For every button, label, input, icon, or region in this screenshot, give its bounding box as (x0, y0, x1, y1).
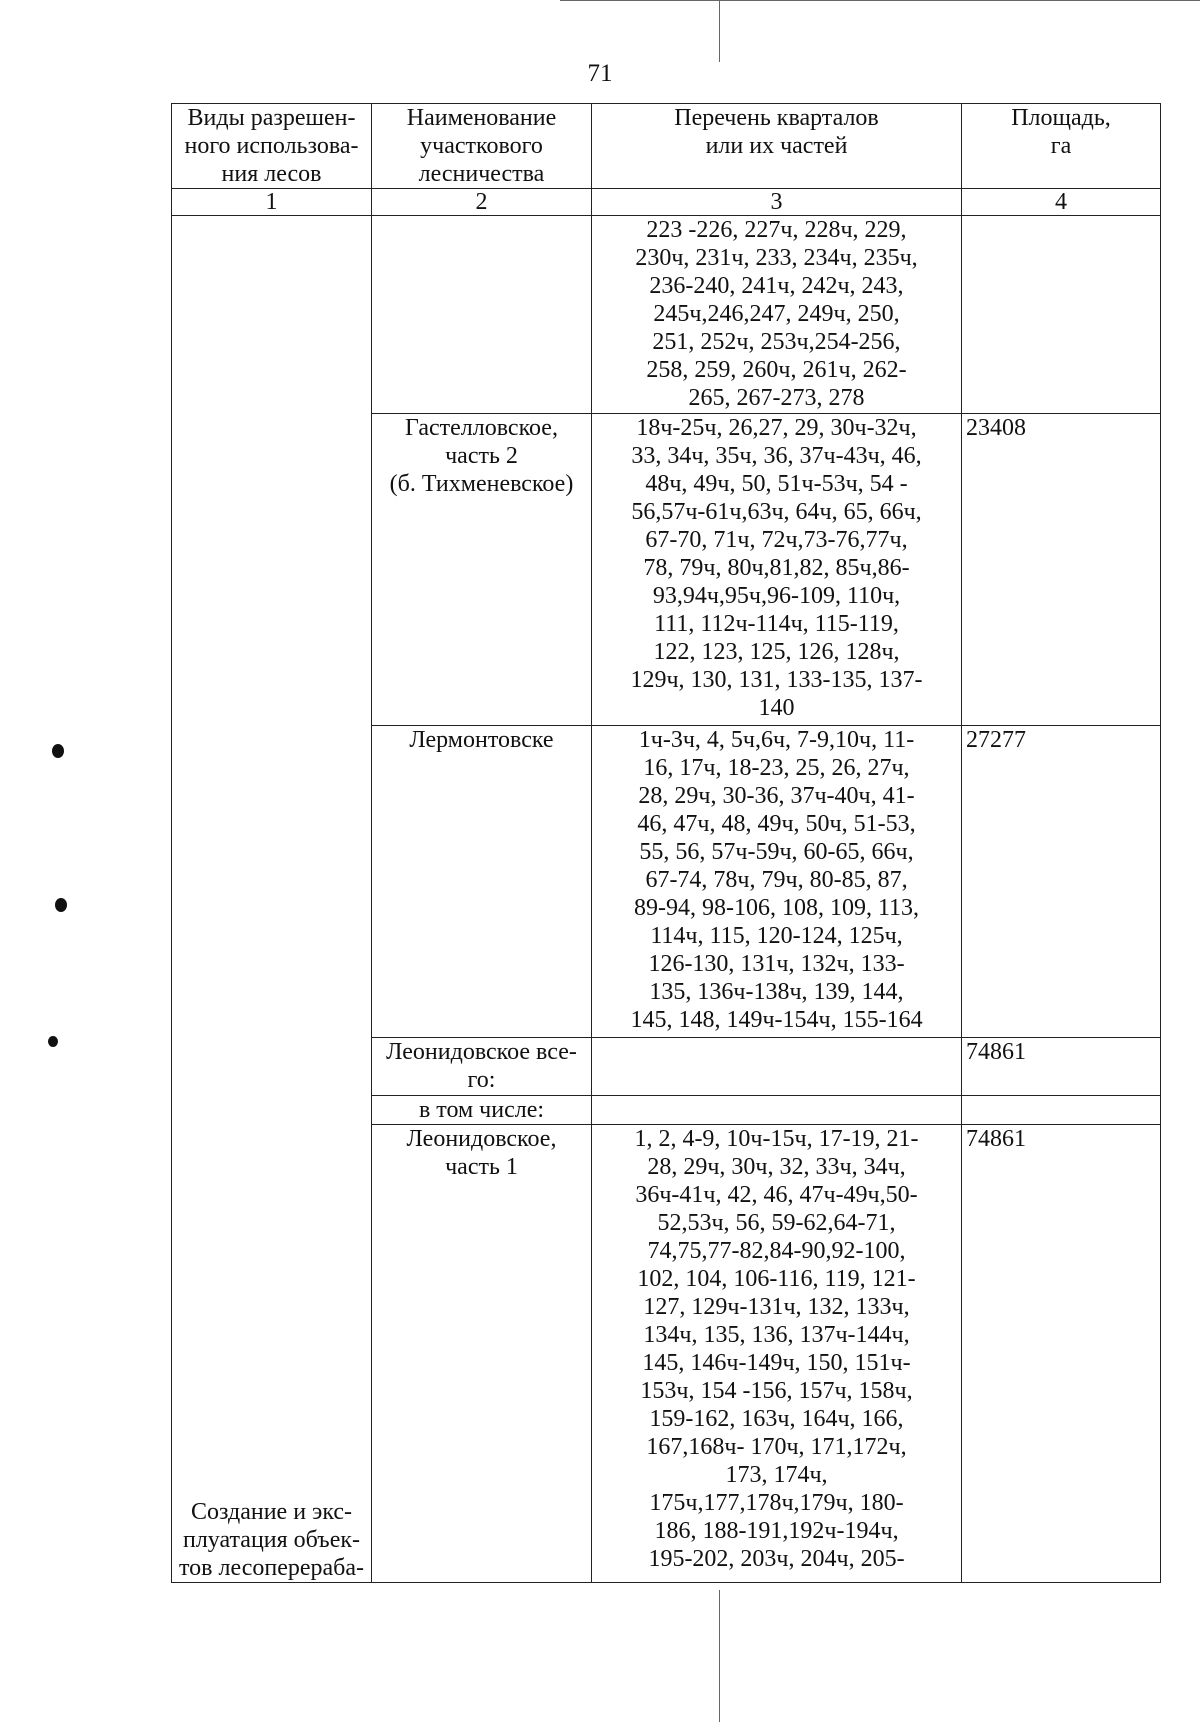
area-cell: 27277 (962, 726, 1161, 1038)
quarters-cell (592, 1038, 962, 1096)
header-forestry-name: Наименование участкового лесничества (372, 104, 592, 189)
scan-line (719, 0, 720, 62)
quarters-cell: 1, 2, 4-9, 10ч-15ч, 17-19, 21- 28, 29ч, 30ч, 32, 33ч, 34ч, 36ч-41ч, 42, 46, 47ч-49ч,50- 52,53ч, 56, 59-62,64-71, 74,75,77-82,84-90,92-100, 102, 104, 106-116, 119, 121- 127, 129ч-131ч, 132, 133ч, 134ч, 135, 136, 137ч-144ч, 145, 146ч-149ч, 150, 151ч- 153ч, 154 -156, 157ч, 158ч, 159-162, 163ч, 164ч, 166, 167,168ч- 170ч, 171,172ч, 173, 174ч, 175ч,177,178ч,179ч, 180- 186, 188-191,192ч-194ч, 195-202, 203ч, 204ч, 205- (592, 1125, 962, 1583)
quarters-cell: 1ч-3ч, 4, 5ч,6ч, 7-9,10ч, 11- 16, 17ч, 18-23, 25, 26, 27ч, 28, 29ч, 30-36, 37ч-40ч, 41- 46, 47ч, 48, 49ч, 50ч, 51-53, 55, 56, 57ч-59ч, 60-65, 66ч, 67-74, 78ч, 79ч, 80-85, 87, 89-94, 98-106, 108, 109, 113, 114ч, 115, 120-124, 125ч, 126-130, 131ч, 132ч, 133- 135, 136ч-138ч, 139, 144, 145, 148, 149ч-154ч, 155-164 (592, 726, 962, 1038)
scan-speck (55, 898, 67, 912)
scan-line (719, 1590, 720, 1722)
area-cell (962, 1096, 1161, 1125)
column-number: 4 (962, 189, 1161, 216)
quarters-cell: 223 -226, 227ч, 228ч, 229, 230ч, 231ч, 233, 234ч, 235ч, 236-240, 241ч, 242ч, 243, 245ч,246,247, 249ч, 250, 251, 252ч, 253ч,254-256, 258, 259, 260ч, 261ч, 262- 265, 267-273, 278 (592, 216, 962, 414)
forestry-name-cell: Лермонтовске (372, 726, 592, 1038)
area-cell: 23408 (962, 414, 1161, 726)
forestry-name-cell: Леонидовское, часть 1 (372, 1125, 592, 1583)
header-row (172, 104, 1161, 189)
scan-speck (48, 1036, 58, 1047)
area-cell (962, 216, 1161, 414)
scan-line (560, 0, 1200, 1)
column-number: 2 (372, 189, 592, 216)
header-quarters-list: Перечень кварталов или их частей (592, 104, 962, 189)
quarters-cell: 18ч-25ч, 26,27, 29, 30ч-32ч, 33, 34ч, 35ч, 36, 37ч-43ч, 46, 48ч, 49ч, 50, 51ч-53ч, 54 - 56,57ч-61ч,63ч, 64ч, 65, 66ч, 67-70, 71ч, 72ч,73-76,77ч, 78, 79ч, 80ч,81,82, 85ч,86- 93,94ч,95ч,96-109, 110ч, 111, 112ч-114ч, 115-119, 122, 123, 125, 126, 128ч, 129ч, 130, 131, 133-135, 137- 140 (592, 414, 962, 726)
quarters-table (171, 103, 1161, 1583)
table-row (172, 216, 1161, 414)
header-usage-type: Виды разрешен- ного использова- ния лесов (172, 104, 372, 189)
area-cell: 74861 (962, 1125, 1161, 1583)
column-number: 3 (592, 189, 962, 216)
forestry-name-cell (372, 216, 592, 414)
quarters-cell (592, 1096, 962, 1125)
usage-type-cell: Создание и экс- плуатация объек- тов лесоперераба- (172, 216, 372, 1583)
forestry-name-cell: Леонидовское все- го: (372, 1038, 592, 1096)
forestry-name-cell: в том числе: (372, 1096, 592, 1125)
scan-speck (52, 744, 64, 758)
area-cell: 74861 (962, 1038, 1161, 1096)
column-number-row (172, 189, 1161, 216)
header-area: Площадь, га (962, 104, 1161, 189)
page-number: 71 (587, 60, 613, 87)
column-number: 1 (172, 189, 372, 216)
forestry-name-cell: Гастелловское, часть 2 (б. Тихменевское) (372, 414, 592, 726)
